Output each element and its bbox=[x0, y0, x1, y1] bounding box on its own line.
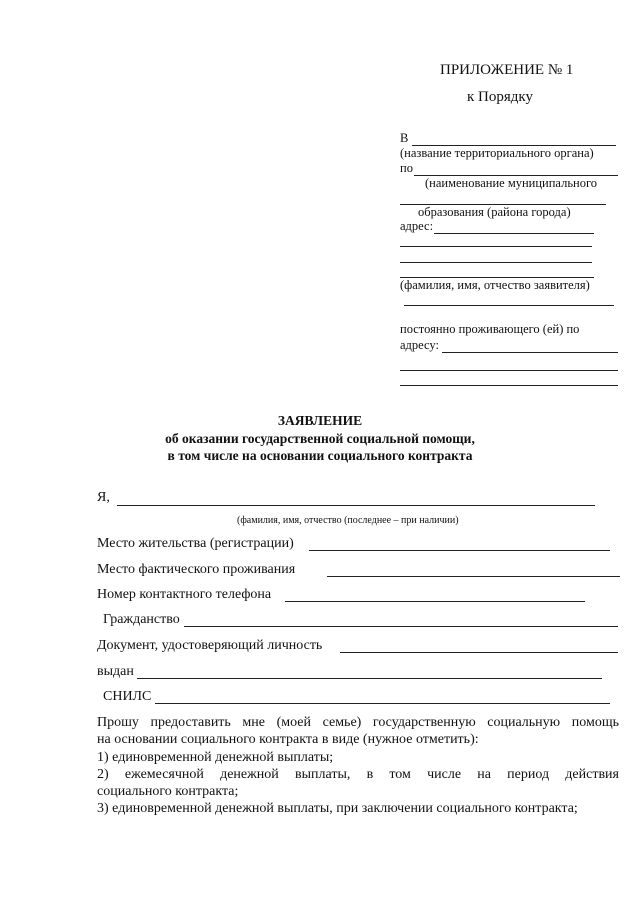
applicant-extra-line[interactable] bbox=[404, 305, 614, 306]
option-2-line-1[interactable]: 2) ежемесячной денежной выплаты, в том числе на период действия bbox=[97, 767, 619, 782]
request-line-1: Прошу предоставить мне (моей семье) государственную социальную помощь bbox=[97, 715, 619, 730]
phone-label: Номер контактного телефона bbox=[97, 587, 272, 602]
residence-address-line-3[interactable] bbox=[400, 385, 618, 386]
address-line-2[interactable] bbox=[400, 246, 592, 247]
actual-residence-input-line[interactable] bbox=[327, 576, 620, 577]
title-line-3: в том числе на основании социального контракта bbox=[167, 448, 473, 463]
residence-address-line-2[interactable] bbox=[400, 370, 618, 371]
issued-label: выдан bbox=[97, 664, 134, 679]
order-reference: к Порядку bbox=[467, 89, 533, 105]
residing-label-1: постоянно проживающего (ей) по bbox=[400, 322, 580, 336]
i-prefix: Я, bbox=[97, 490, 110, 505]
snils-label: СНИЛС bbox=[103, 689, 152, 704]
residing-label-2: адресу: bbox=[400, 338, 439, 352]
title-line-2: об оказании государственной социальной помощи, bbox=[165, 431, 475, 446]
territorial-body-caption: (название территориального органа) bbox=[400, 146, 594, 160]
option-2-line-2: социального контракта; bbox=[97, 784, 239, 799]
addressee-v-prefix: В bbox=[400, 131, 409, 145]
applicant-caption: (фамилия, имя, отчество заявителя) bbox=[400, 278, 590, 292]
residence-input-line[interactable] bbox=[309, 550, 610, 551]
snils-input-line[interactable] bbox=[155, 703, 610, 704]
document-title: ЗАЯВЛЕНИЕ bbox=[277, 413, 363, 428]
phone-input-line[interactable] bbox=[285, 601, 585, 602]
option-3[interactable]: 3) единовременной денежной выплаты, при заключении социального контракта; bbox=[97, 801, 578, 816]
residence-label: Место жительства (регистрации) bbox=[97, 536, 294, 551]
appendix-heading: ПРИЛОЖЕНИЕ № 1 bbox=[440, 62, 574, 78]
id-document-label: Документ, удостоверяющий личность bbox=[97, 638, 323, 653]
municipal-caption-1: (наименование муниципального bbox=[425, 176, 598, 190]
address-line-3[interactable] bbox=[400, 262, 592, 263]
residence-address-line-1[interactable] bbox=[442, 352, 618, 353]
citizenship-input-line[interactable] bbox=[184, 626, 618, 627]
option-1[interactable]: 1) единовременной денежной выплаты; bbox=[97, 750, 334, 765]
applicant-fio-line[interactable] bbox=[117, 505, 595, 506]
citizenship-label: Гражданство bbox=[103, 612, 180, 627]
municipal-caption-2: образования (района города) bbox=[418, 205, 571, 219]
actual-residence-label: Место фактического проживания bbox=[97, 562, 296, 577]
addressee-po-prefix: по bbox=[400, 161, 413, 175]
issued-input-line[interactable] bbox=[137, 678, 602, 679]
address-line-1[interactable] bbox=[434, 233, 594, 234]
fio-caption: (фамилия, имя, отчество (последнее – при наличии) bbox=[237, 515, 459, 526]
request-line-2: на основании социального контракта в виде (нужное отметить): bbox=[97, 732, 479, 747]
address-prefix: адрес: bbox=[400, 219, 434, 233]
id-document-input-line[interactable] bbox=[340, 652, 618, 653]
